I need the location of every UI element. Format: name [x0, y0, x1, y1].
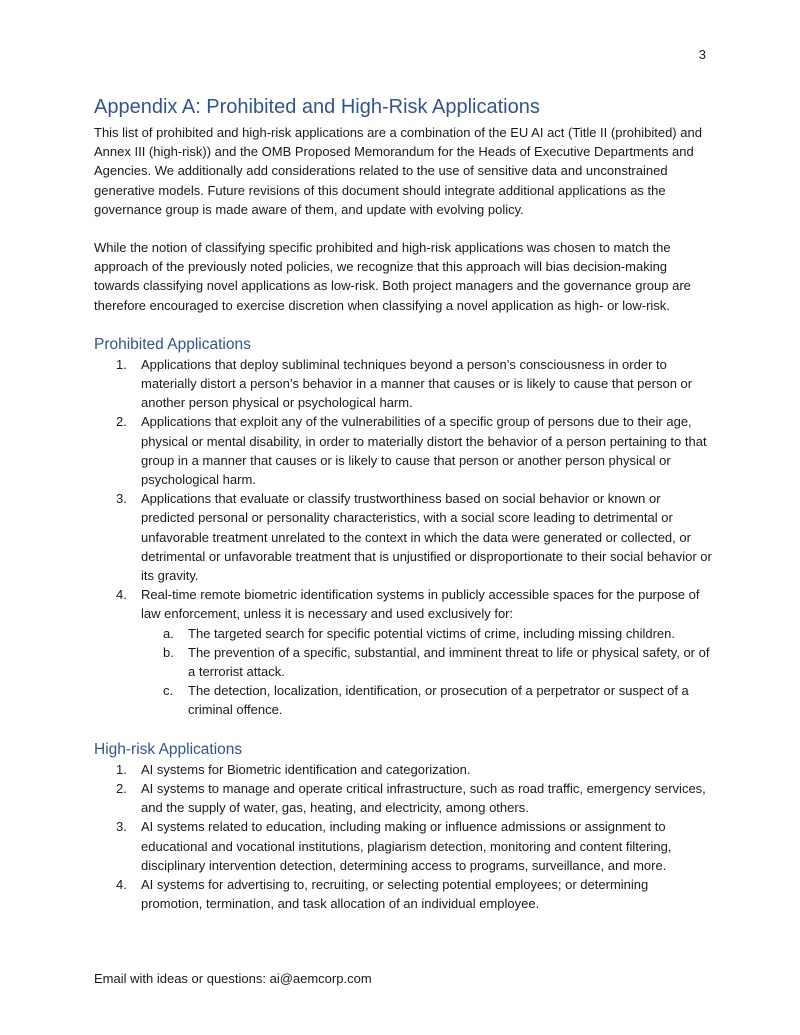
sub-list-item	[141, 643, 712, 681]
exception-sublist	[141, 624, 712, 720]
list-item	[94, 355, 712, 413]
list-item	[94, 817, 712, 875]
list-item	[94, 489, 712, 585]
section-spacer	[94, 315, 712, 335]
section-spacer	[94, 720, 712, 740]
list-item-text: Real-time remote biometric identification systems in publicly accessible spaces for the purpose of law enforcement, unless it is necessary and used exclusively for:	[141, 587, 700, 622]
intro-paragraph-1: This list of prohibited and high-risk applications are a combination of the EU AI act (Title II (prohibited) and Annex III (high-risk)) and the OMB Proposed Memorandum for the Heads of Executive Departments and Agencies. We additionally add considerations related to the use of sensitive data and unconstrained generative models. Future revisions of this document should integrate additional applications as the governance group is made aware of them, and update with evolving policy.	[94, 125, 702, 217]
list-marker: 4.	[116, 876, 127, 892]
sub-list-marker: c.	[163, 683, 174, 699]
list-marker: 1.	[116, 761, 127, 777]
list-item-text: AI systems related to education, including making or influence admissions or assignment to educational and vocational institutions, plagiarism detection, monitoring and content filtering, disciplinary intervention detection, determining access to programs, surveillance, and more.	[141, 819, 672, 873]
sub-list-item-text: The prevention of a specific, substantial, and imminent threat to life or physical safety, or of a terrorist attack.	[188, 644, 710, 680]
list-marker: 3.	[116, 819, 127, 835]
list-item-text: Applications that exploit any of the vulnerabilities of a specific group of persons due to their age, physical or mental disability, in order to materially distort the behavior of a person pertaining to that group in a manner that causes or is likely to cause that person or another person physical or psychological harm.	[141, 414, 707, 488]
paragraph-spacer	[94, 219, 712, 238]
list-marker: 4.	[116, 587, 127, 603]
sub-list-item-text: The detection, localization, identification, or prosecution of a perpetrator or suspect of a criminal offence.	[188, 683, 689, 718]
list-item	[94, 760, 712, 779]
sub-list-item	[141, 681, 712, 719]
high-risk-list	[94, 760, 712, 914]
list-item	[94, 779, 712, 817]
sub-list-marker: a.	[163, 625, 174, 641]
list-item	[94, 412, 712, 489]
page-number: 3	[698, 47, 706, 62]
list-item-text: AI systems for advertising to, recruiting, or selecting potential employees; or determining promotion, termination, and task allocation of an individual employee.	[141, 876, 649, 912]
list-marker: 1.	[116, 356, 127, 372]
list-item-text: AI systems for Biometric identification and categorization.	[141, 761, 471, 777]
list-item-text: Applications that evaluate or classify trustworthiness based on social behavior or known or predicted personal or personality characteristics, with a social score leading to detrimental or unfavorable treatment unrelated to the context in which the data were generated or collected, or detrimental or unfavorable treatment that is unjustified or disproportionate to their social behavior or its gravity.	[141, 491, 712, 584]
appendix-title: Appendix A: Prohibited and High-Risk Applications	[94, 96, 540, 118]
prohibited-heading: Prohibited Applications	[94, 335, 251, 353]
intro-paragraph-2: While the notion of classifying specific prohibited and high-risk applications was chosen to match the approach of the previously noted policies, we recognize that this approach will bias decision-making towards classifying novel applications as low-risk. Both project managers and the governance group are therefore encouraged to exercise discretion when classifying a novel application as high- or low-risk.	[94, 240, 691, 313]
footer-contact: Email with ideas or questions: ai@aemcorp.com	[94, 971, 372, 986]
list-marker: 3.	[116, 491, 127, 507]
sub-list-item-text: The targeted search for specific potential victims of crime, including missing children.	[188, 625, 675, 641]
list-marker: 2.	[116, 780, 127, 796]
list-item	[94, 875, 712, 913]
prohibited-list	[94, 355, 712, 720]
high-risk-heading: High-risk Applications	[94, 740, 243, 758]
sub-list-marker: b.	[163, 644, 174, 660]
list-item	[94, 585, 712, 719]
list-marker: 2.	[116, 414, 127, 430]
list-item-text: AI systems to manage and operate critical infrastructure, such as road traffic, emergency services, and the supply of water, gas, heating, and electricity, among others.	[141, 780, 706, 816]
list-item-text: Applications that deploy subliminal techniques beyond a person’s consciousness in order to materially distort a person’s behavior in a manner that causes or is likely to cause that person or another person physical or psychological harm.	[141, 356, 693, 411]
document-body	[94, 93, 712, 913]
sub-list-item	[141, 624, 712, 643]
